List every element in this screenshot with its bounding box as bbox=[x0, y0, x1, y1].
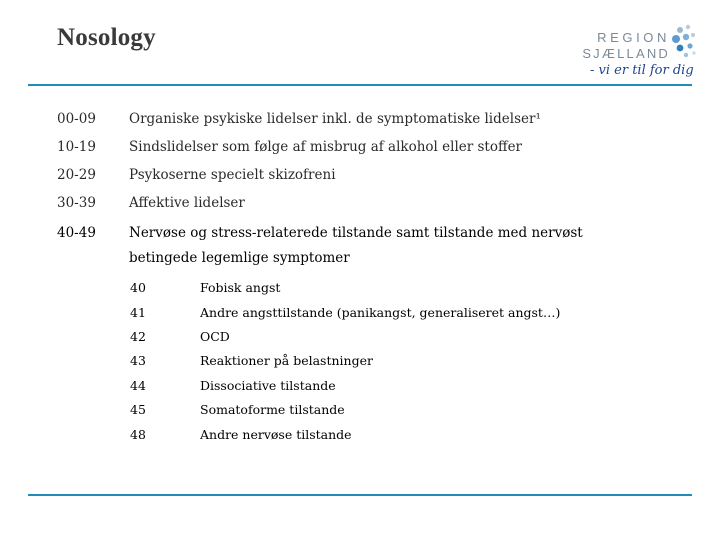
top-rule bbox=[28, 84, 692, 86]
logo-dots-icon bbox=[670, 22, 698, 82]
logo-line2: SJÆLLAND bbox=[582, 46, 670, 61]
range-code: 20-29 bbox=[57, 167, 96, 183]
range-label: Organiske psykiske lidelser inkl. de symptomatiske lidelser¹ bbox=[129, 111, 541, 127]
logo-tagline: - vi er til for dig bbox=[590, 63, 694, 78]
subcode-label: Reaktioner på belastninger bbox=[200, 353, 373, 368]
subcode-label: Fobisk angst bbox=[200, 280, 281, 295]
subcode-label: Somatoforme tilstande bbox=[200, 402, 345, 417]
bottom-rule bbox=[28, 494, 692, 496]
subcode-label: Andre angsttilstande (panikangst, generaliseret angst…) bbox=[200, 305, 561, 320]
range-label: Sindslidelser som følge af misbrug af alkohol eller stoffer bbox=[129, 139, 523, 155]
subcode-code: 41 bbox=[130, 305, 146, 320]
page-title: Nosology bbox=[57, 24, 156, 51]
range-label: Psykoserne specielt skizofreni bbox=[129, 167, 336, 183]
subcode-code: 42 bbox=[130, 329, 146, 344]
range-label-continuation: betingede legemlige symptomer bbox=[129, 250, 350, 266]
subcode-code: 40 bbox=[130, 280, 146, 295]
range-code: 10-19 bbox=[57, 139, 96, 155]
range-code: 40-49 bbox=[57, 225, 96, 241]
subcode-label: Dissociative tilstande bbox=[200, 378, 336, 393]
range-code: 00-09 bbox=[57, 111, 96, 127]
subcode-code: 44 bbox=[130, 378, 146, 393]
subcode-code: 48 bbox=[130, 427, 146, 442]
range-code: 30-39 bbox=[57, 195, 96, 211]
range-label: Nervøse og stress-relaterede tilstande samt tilstande med nervøst bbox=[129, 225, 583, 241]
subcode-code: 45 bbox=[130, 402, 146, 417]
subcode-label: OCD bbox=[200, 329, 230, 344]
logo-line1: REGION bbox=[597, 30, 670, 45]
subcode-code: 43 bbox=[130, 353, 146, 368]
region-sjaelland-logo bbox=[572, 22, 698, 92]
range-label: Affektive lidelser bbox=[129, 195, 245, 211]
subcode-label: Andre nervøse tilstande bbox=[200, 427, 352, 442]
